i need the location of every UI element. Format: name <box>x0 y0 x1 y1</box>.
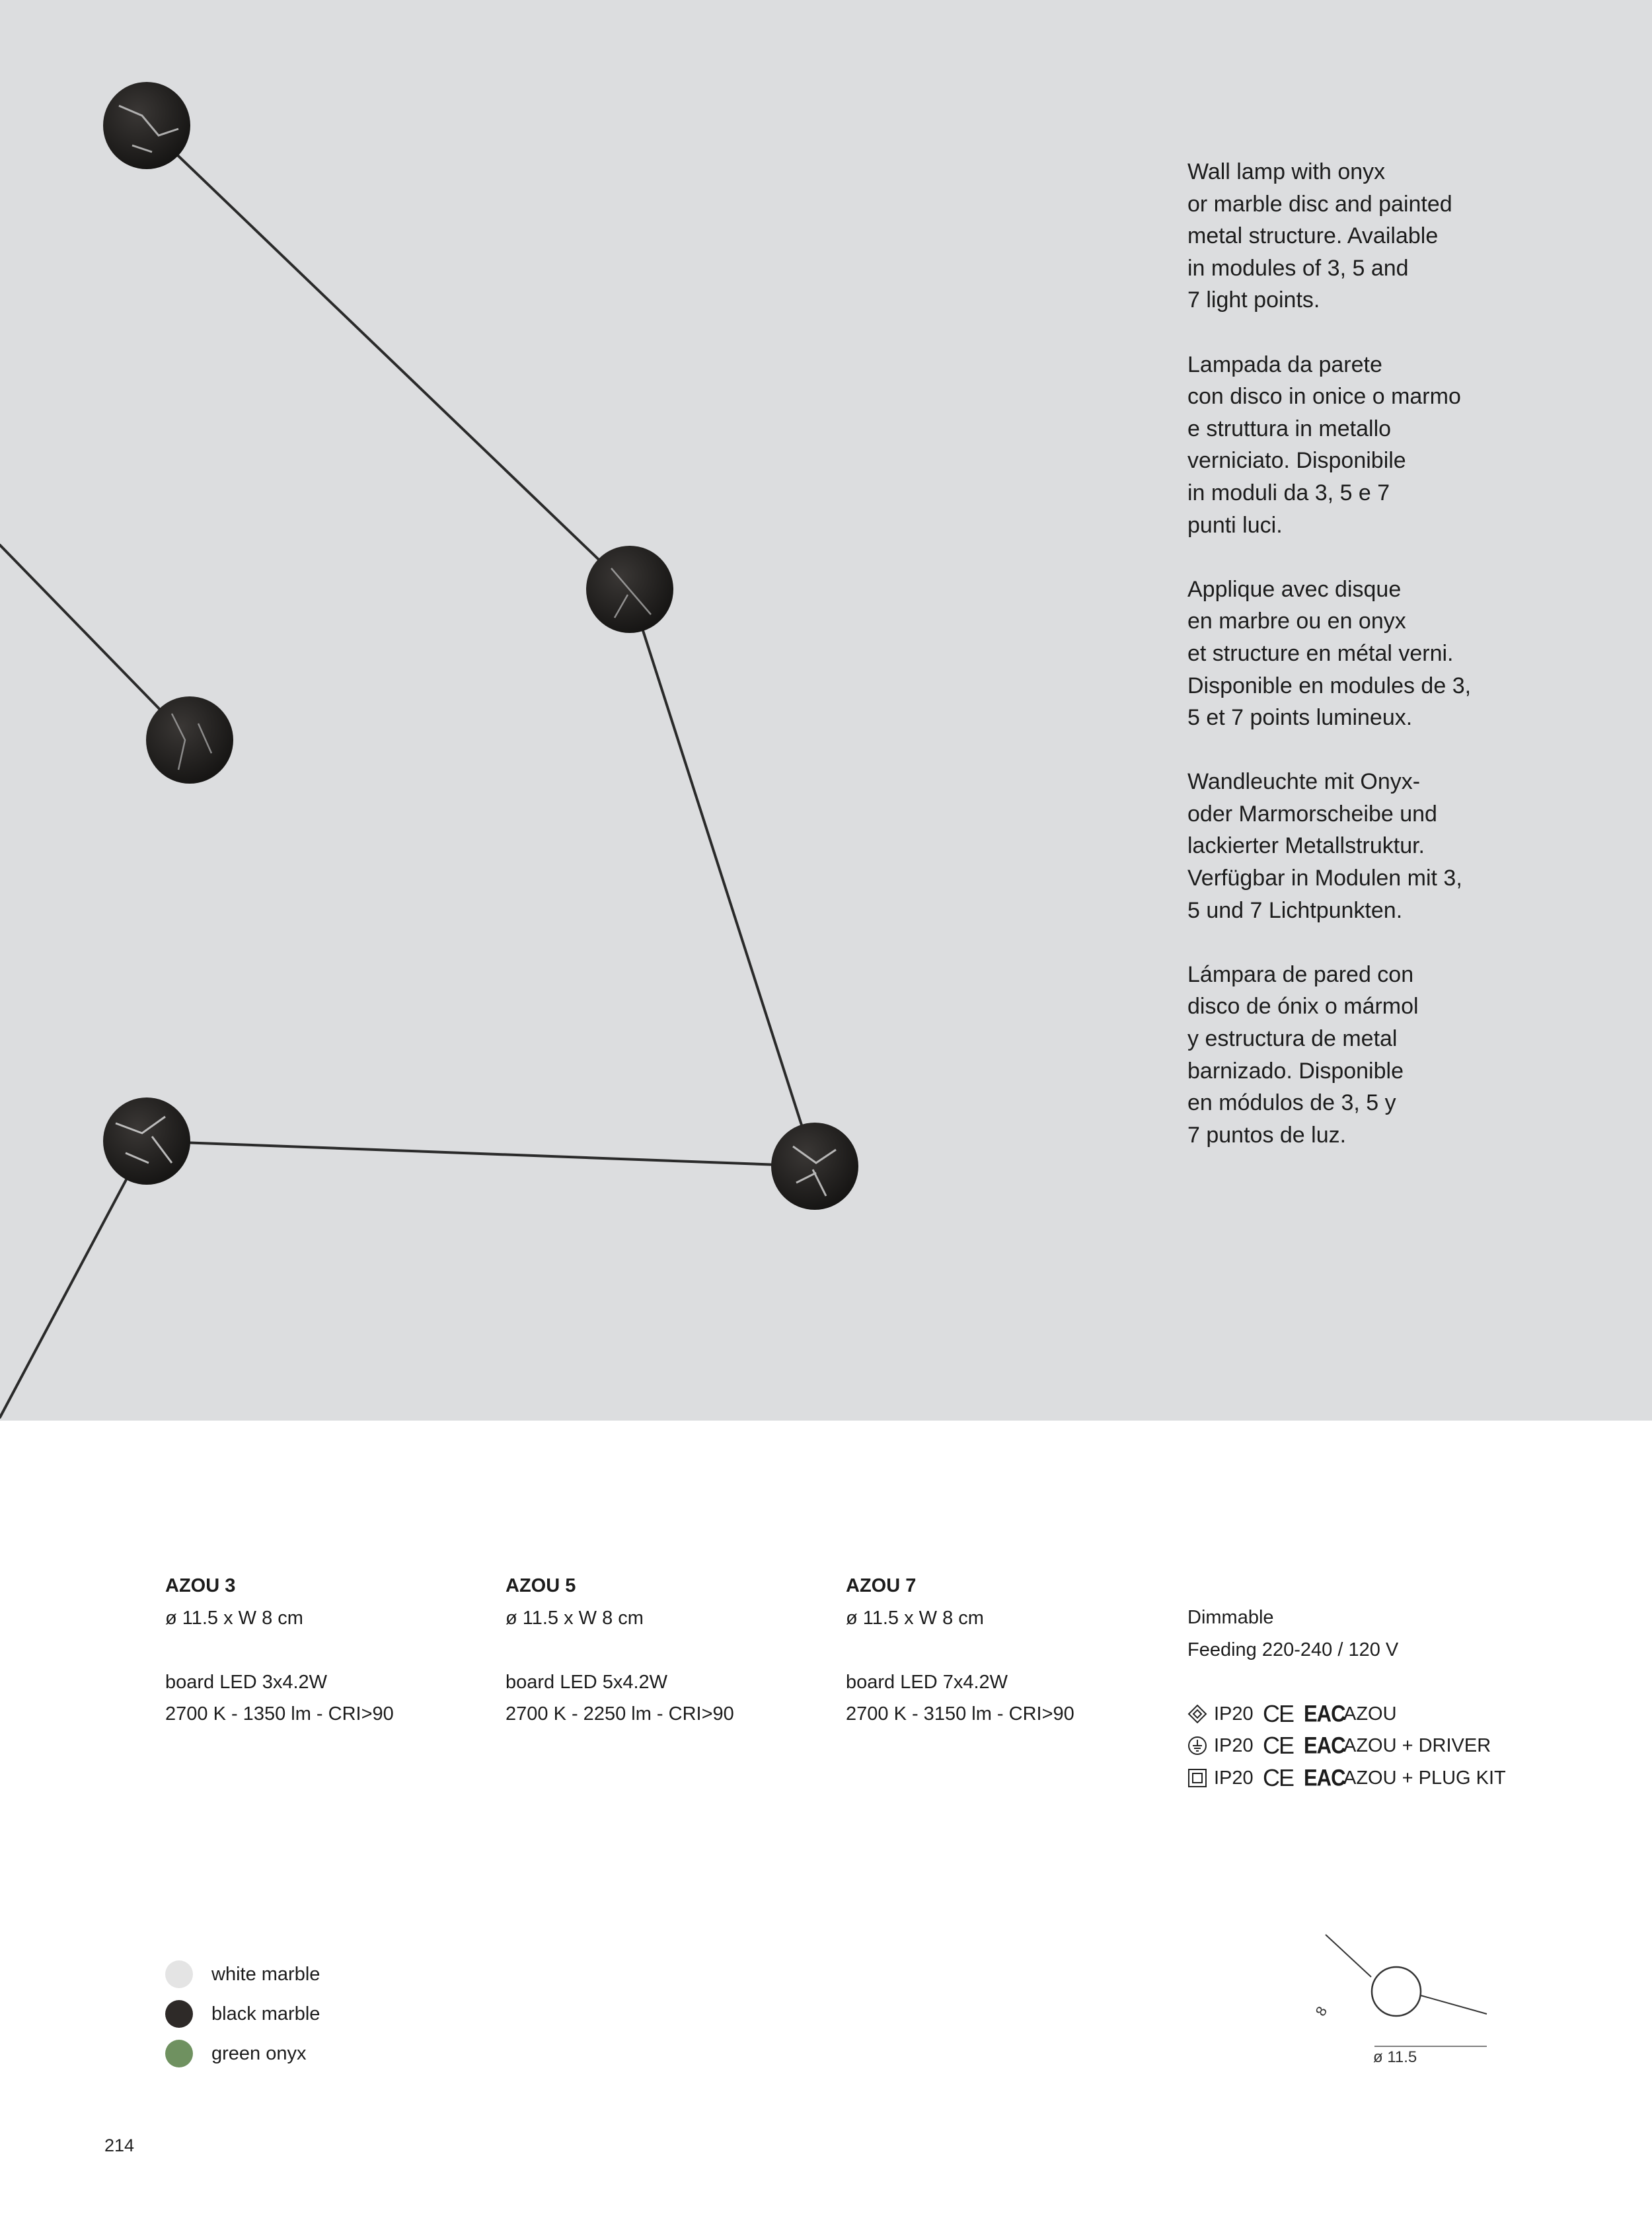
model-led: board LED 7x4.2W <box>846 1671 1008 1693</box>
dimmable-label: Dimmable <box>1187 1607 1274 1628</box>
lamp-arm <box>0 1141 147 1417</box>
product-description <box>1187 156 1610 1183</box>
diameter-label: ø 11.5 <box>1373 2048 1417 2066</box>
model-name: AZOU 5 <box>506 1575 576 1596</box>
model-led: board LED 5x4.2W <box>506 1671 668 1693</box>
eac-mark: EAC <box>1304 1732 1345 1759</box>
power-info <box>1187 1602 1584 1794</box>
finish-label: white marble <box>211 1963 320 1985</box>
diamond-class-icon <box>1187 1704 1207 1724</box>
model-led: board LED 3x4.2W <box>165 1671 328 1693</box>
model-size: ø 11.5 x W 8 cm <box>846 1607 984 1629</box>
ce-mark: CE <box>1263 1732 1294 1759</box>
variant-label: AZOU + PLUG KIT <box>1343 1767 1506 1789</box>
variant-label: AZOU + DRIVER <box>1343 1735 1491 1756</box>
model-spec-azou-5 <box>506 1570 823 1730</box>
lamp-arm <box>147 126 630 589</box>
depth-label: 8 <box>1312 2003 1331 2019</box>
variant-label: AZOU <box>1343 1703 1397 1725</box>
certification-row <box>1187 1762 1584 1795</box>
description-de: Wandleuchte mit Onyx- oder Marmorscheibe und lackierter Metallstruktur. Verfügbar in Modulen mit 3, 5 und 7 Lichtpunkten. <box>1187 769 1462 923</box>
green-onyx-swatch <box>165 2040 193 2067</box>
dimension-drawing <box>1302 1923 1493 2048</box>
model-spec-azou-3 <box>165 1570 482 1730</box>
finish-label: green onyx <box>211 2042 307 2064</box>
description-it: Lampada da parete con disco in onice o marmo e struttura in metallo verniciato. Disponibile in moduli da 3, 5 e 7 punti luci. <box>1187 352 1461 538</box>
ip-rating: IP20 <box>1214 1735 1254 1756</box>
white-marble-swatch <box>165 1960 193 1988</box>
ip-rating: IP20 <box>1214 1767 1254 1789</box>
finish-label: black marble <box>211 2003 320 2025</box>
marble-disc <box>103 82 190 169</box>
marble-disc <box>103 1097 190 1185</box>
certification-row <box>1187 1730 1584 1762</box>
feeding-label: Feeding 220-240 / 120 V <box>1187 1639 1399 1660</box>
model-light-specs: 2700 K - 1350 lm - CRI>90 <box>165 1703 394 1725</box>
eac-mark: EAC <box>1304 1764 1345 1791</box>
marble-disc <box>586 546 673 633</box>
finish-legend <box>165 1954 320 2073</box>
finish-item <box>165 1954 320 1994</box>
double-square-icon <box>1187 1768 1207 1788</box>
page-number: 214 <box>104 2136 135 2155</box>
driver-ground-icon <box>1187 1736 1207 1756</box>
finish-item <box>165 2034 320 2073</box>
marble-disc <box>146 696 233 784</box>
lamp-arm <box>630 589 815 1166</box>
ip-rating: IP20 <box>1214 1703 1254 1725</box>
ce-mark: CE <box>1263 1699 1294 1727</box>
description-es: Lámpara de pared con disco de ónix o mármol y estructura de metal barnizado. Disponible en módulos de 3, 5 y 7 puntos de luz. <box>1187 961 1419 1148</box>
model-name: AZOU 7 <box>846 1575 917 1596</box>
model-size: ø 11.5 x W 8 cm <box>506 1607 644 1629</box>
model-spec-azou-7 <box>846 1570 1163 1730</box>
eac-mark: EAC <box>1304 1699 1345 1727</box>
lamp-arm <box>147 1141 815 1166</box>
certification-row <box>1187 1698 1584 1730</box>
black-marble-swatch <box>165 2000 193 2028</box>
marble-disc <box>771 1123 858 1210</box>
model-light-specs: 2700 K - 2250 lm - CRI>90 <box>506 1703 734 1725</box>
model-light-specs: 2700 K - 3150 lm - CRI>90 <box>846 1703 1074 1725</box>
description-en: Wall lamp with onyx or marble disc and painted metal structure. Available in modules of 3, 5 and 7 light points. <box>1187 159 1452 313</box>
model-name: AZOU 3 <box>165 1575 236 1596</box>
model-size: ø 11.5 x W 8 cm <box>165 1607 303 1629</box>
description-fr: Applique avec disque en marbre ou en onyx et structure en métal verni. Disponible en modules de 3, 5 et 7 points lumineux. <box>1187 576 1472 731</box>
finish-item <box>165 1994 320 2034</box>
ce-mark: CE <box>1263 1764 1294 1791</box>
